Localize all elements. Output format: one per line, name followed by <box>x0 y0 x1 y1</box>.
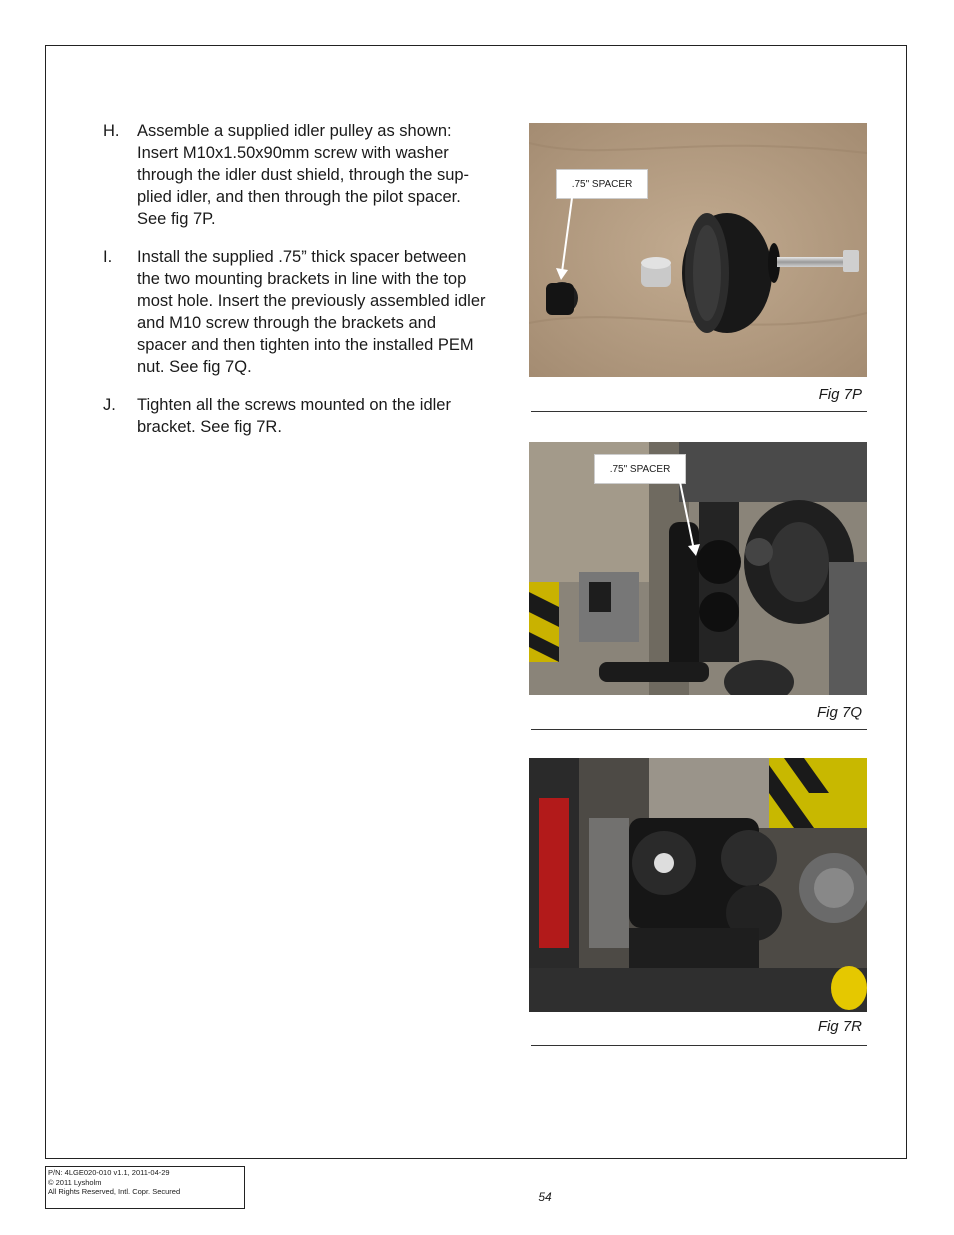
step-letter: J. <box>103 396 116 414</box>
step-text: Tighten all the screws mounted on the idler bracket. See fig 7R. <box>137 396 451 436</box>
fig-7q-caption: Fig 7Q <box>816 704 862 721</box>
step-letter: I. <box>103 248 113 266</box>
fig-7q-callout-arrow <box>676 480 706 560</box>
copyright-line: © 2011 Lysholm <box>48 1177 102 1187</box>
fig-7p-rule <box>531 411 867 412</box>
footer-info-box <box>45 1166 245 1209</box>
step-text: Assemble a supplied idler pulley as shown: Insert M10x1.50x90mm screw with washer through the idler dust shield, through the sup-plied idler, and then through the pilot spacer. See fig 7P. <box>137 122 470 228</box>
fig-7r-photo <box>529 758 867 1012</box>
fig-7p-spacer-callout: .75" SPACER <box>556 169 648 199</box>
fig-7q-rule <box>531 729 867 730</box>
fig-7p-caption: Fig 7P <box>818 386 862 403</box>
rights-line: All Rights Reserved, Intl. Copr. Secured <box>48 1187 181 1196</box>
fig-7r-caption: Fig 7R <box>817 1018 862 1035</box>
step-letter: H. <box>103 122 120 140</box>
fig-7q-spacer-callout: .75" SPACER <box>594 454 686 484</box>
fig-7r-rule <box>531 1045 867 1046</box>
page-number: 54 <box>538 1190 552 1204</box>
fig-7p-callout-arrow <box>550 196 580 280</box>
part-number: P/N: 4LGE020-010 v1.1, 2011-04-29 <box>48 1168 170 1177</box>
step-text: Install the supplied .75” thick spacer between the two mounting brackets in line with the top most hole. Insert the previously assembled idler and M10 screw through the brackets and spacer and then tighten into the installed PEM nut. See fig 7Q. <box>137 248 486 376</box>
